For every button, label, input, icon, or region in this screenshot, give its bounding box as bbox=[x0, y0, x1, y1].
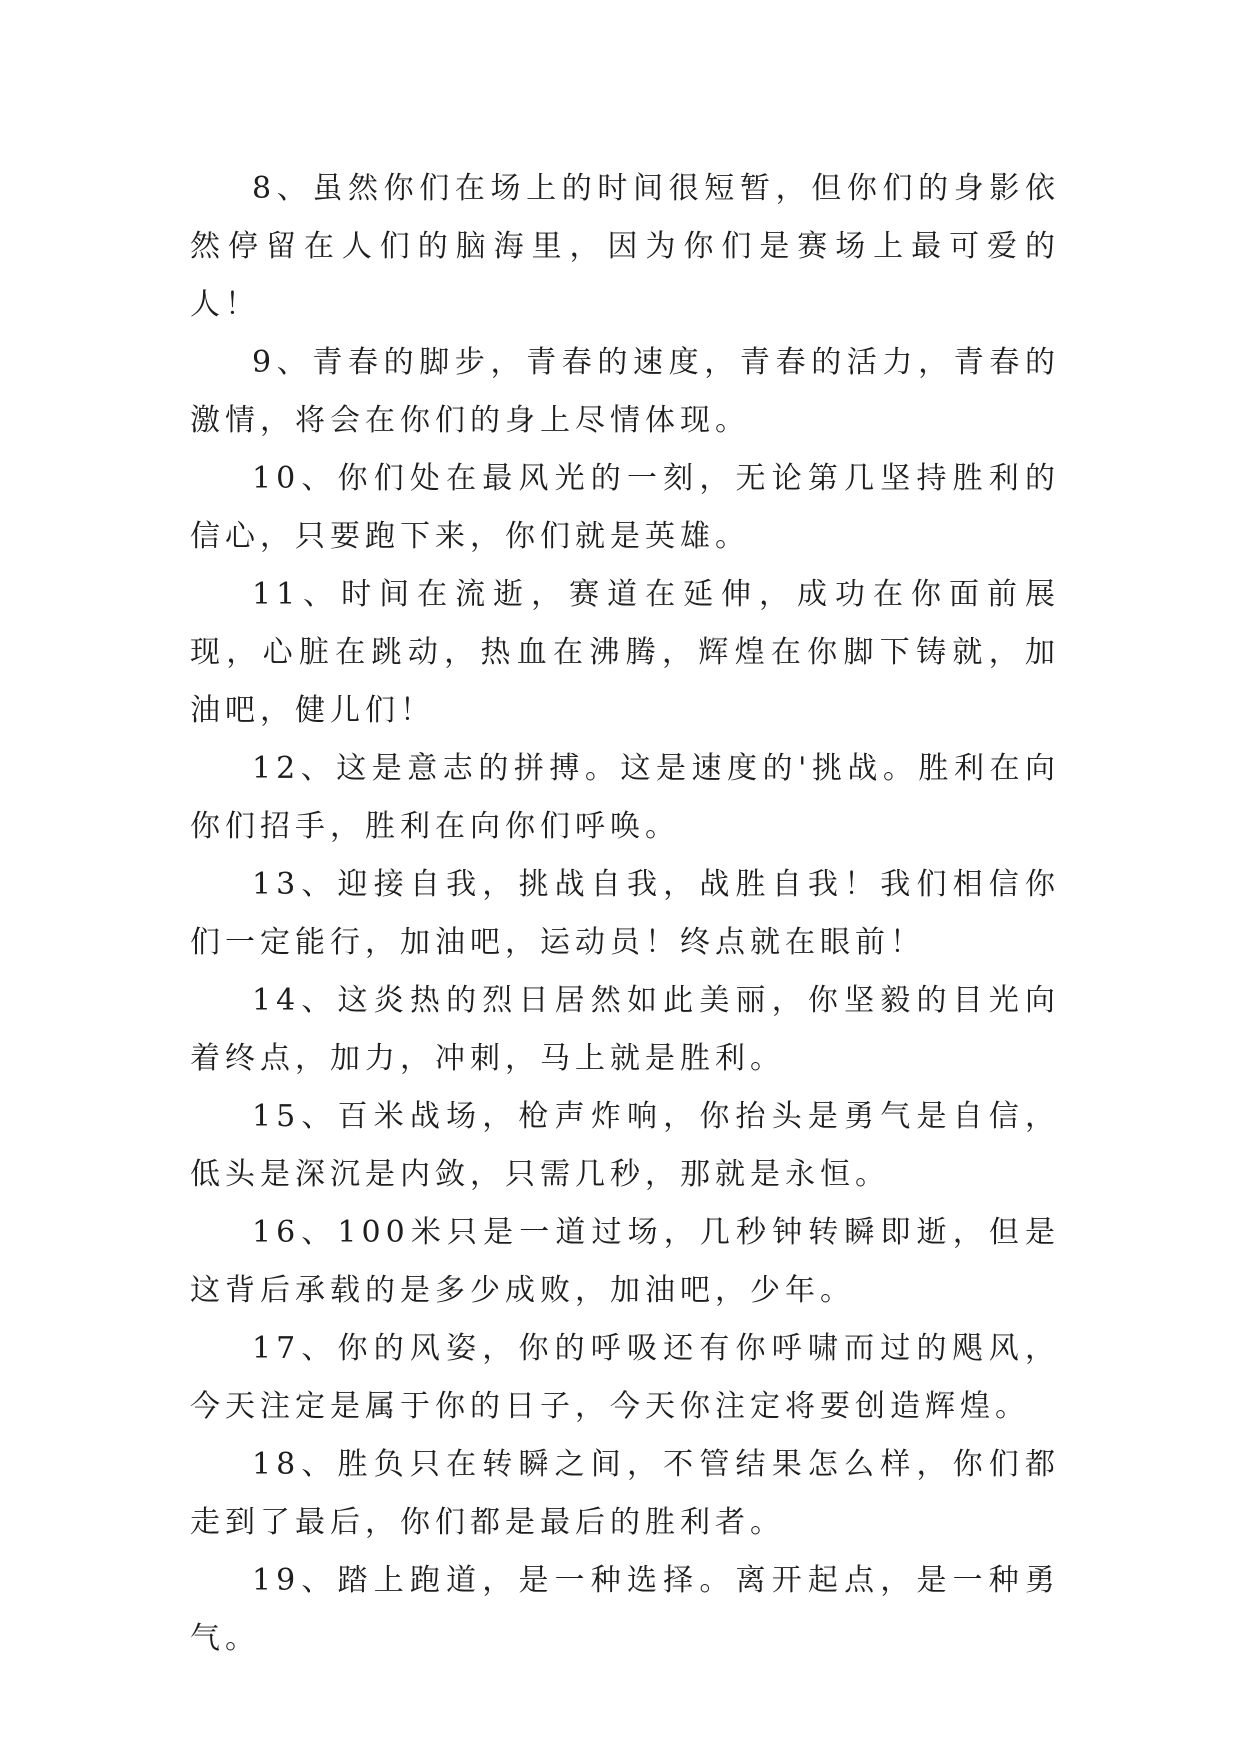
paragraph-10: 10、你们处在最风光的一刻，无论第几坚持胜利的信心，只要跑下来，你们就是英雄。 bbox=[190, 461, 1060, 554]
paragraph-18: 18、胜负只在转瞬之间，不管结果怎么样，你们都走到了最后，你们都是最后的胜利者。 bbox=[190, 1447, 1060, 1540]
paragraph-12: 12、这是意志的拼搏。这是速度的'挑战。胜利在向你们招手，胜利在向你们呼唤。 bbox=[190, 751, 1060, 844]
paragraph-19: 19、踏上跑道，是一种选择。离开起点，是一种勇气。 bbox=[190, 1563, 1060, 1656]
paragraph-8: 8、虽然你们在场上的时间很短暂，但你们的身影依然停留在人们的脑海里，因为你们是赛场上最可爱的人！ bbox=[190, 171, 1060, 322]
paragraph-14: 14、这炎热的烈日居然如此美丽，你坚毅的目光向着终点，加力，冲刺，马上就是胜利。 bbox=[190, 983, 1060, 1076]
paragraph-17: 17、你的风姿，你的呼吸还有你呼啸而过的飓风，今天注定是属于你的日子，今天你注定将要创造辉煌。 bbox=[190, 1331, 1060, 1424]
paragraph-9: 9、青春的脚步，青春的速度，青春的活力，青春的激情，将会在你们的身上尽情体现。 bbox=[190, 345, 1060, 438]
paragraph-16: 16、100米只是一道过场，几秒钟转瞬即逝，但是这背后承载的是多少成败，加油吧，少年。 bbox=[190, 1215, 1060, 1308]
document-body bbox=[190, 160, 1060, 1668]
paragraph-13: 13、迎接自我，挑战自我，战胜自我！我们相信你们一定能行，加油吧，运动员！终点就在眼前！ bbox=[190, 867, 1060, 960]
paragraph-11: 11、时间在流逝，赛道在延伸，成功在你面前展现，心脏在跳动，热血在沸腾，辉煌在你脚下铸就，加油吧，健儿们！ bbox=[190, 577, 1060, 728]
paragraph-15: 15、百米战场，枪声炸响，你抬头是勇气是自信，低头是深沉是内敛，只需几秒，那就是永恒。 bbox=[190, 1099, 1060, 1192]
